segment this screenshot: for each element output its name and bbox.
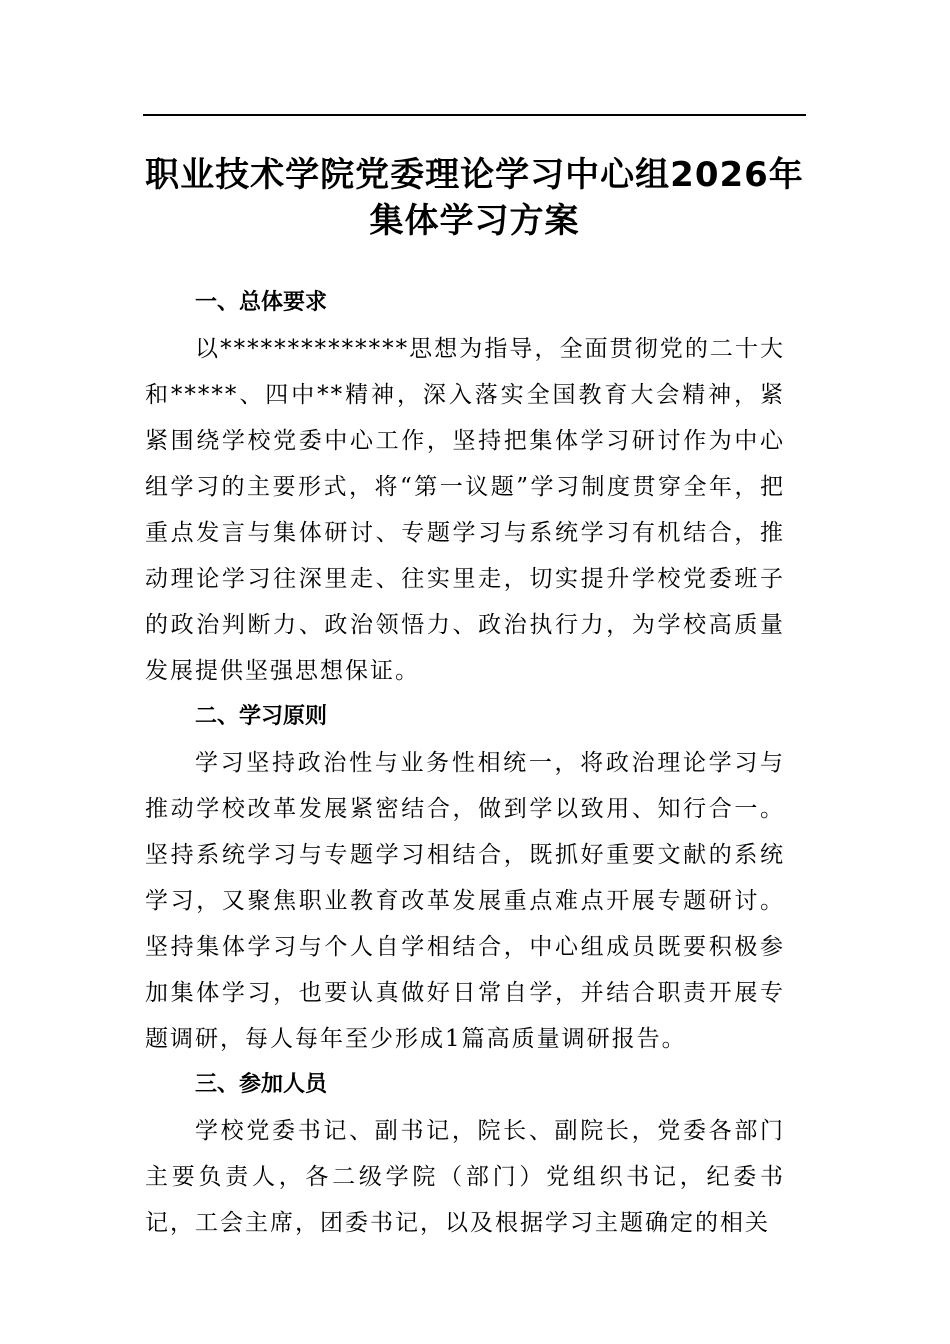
document-body	[145, 280, 785, 1246]
section-paragraph: 以**************思想为指导，全面贯彻党的二十大和*****、四中**精神，深入落实全国教育大会精神，紧紧围绕学校党委中心工作，坚持把集体学习研讨作为中心组学习的主要形式，将“第一议题”学习制度贯穿全年，把重点发言与集体研讨、专题学习与系统学习有机结合，推动理论学习往深里走、往实里走，切实提升学校党委班子的政治判断力、政治领悟力、政治执行力，为学校高质量发展提供坚强思想保证。	[145, 336, 785, 684]
section-paragraph: 学校党委书记、副书记，院长、副院长，党委各部门主要负责人，各二级学院（部门）党组织书记，纪委书记，工会主席，团委书记，以及根据学习主题确定的相关	[145, 1118, 785, 1236]
section-learning-principles	[145, 694, 785, 1062]
section-heading: 二、学习原则	[195, 704, 328, 729]
document-title	[143, 152, 806, 244]
section-heading: 一、总体要求	[195, 290, 328, 315]
title-line-1: 职业技术学院党委理论学习中心组2026年	[145, 155, 804, 195]
header-rule	[143, 114, 806, 116]
section-paragraph: 学习坚持政治性与业务性相统一，将政治理论学习与推动学校改革发展紧密结合，做到学以致用、知行合一。坚持系统学习与专题学习相结合，既抓好重要文献的系统学习，又聚焦职业教育改革发展重点难点开展专题研讨。坚持集体学习与个人自学相结合，中心组成员既要积极参加集体学习，也要认真做好日常自学，并结合职责开展专题调研，每人每年至少形成1篇高质量调研报告。	[145, 750, 785, 1052]
section-heading: 三、参加人员	[195, 1072, 328, 1097]
title-line-2: 集体学习方案	[369, 201, 580, 241]
section-general-requirements	[145, 280, 785, 694]
section-participants	[145, 1062, 785, 1246]
